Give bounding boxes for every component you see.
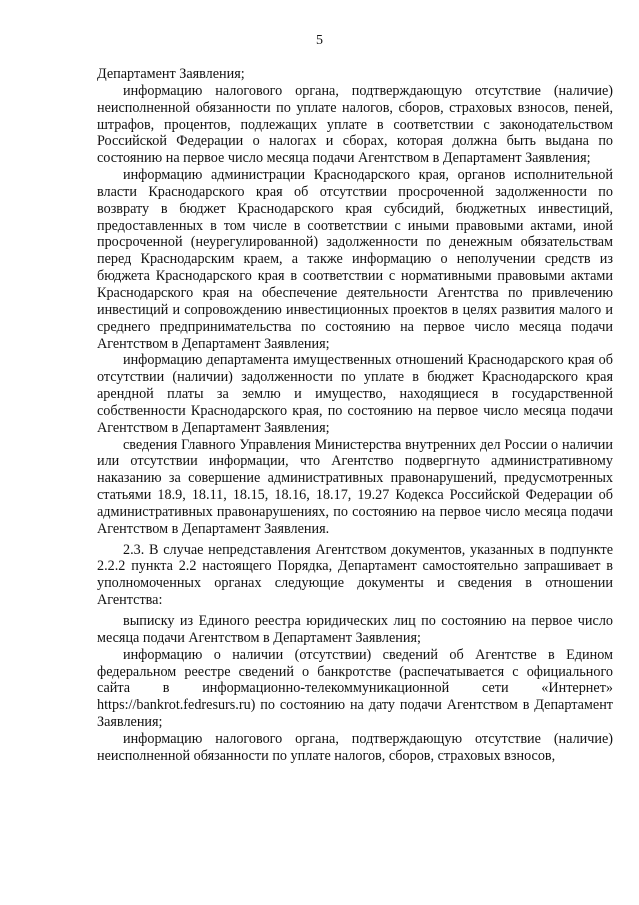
paragraph-bankruptcy-registry-info: информацию о наличии (отсутствии) сведений об Агентстве в Едином федеральном реестре сведений о банкротстве (распечатывается с официального сайта в информационно-телекоммуникационной сети «Интернет» https://bankrot.fedresurs.ru) по состоянию на дату подачи Агентством в Департамент Заявления;	[97, 646, 613, 731]
paragraph-continuation: Департамент Заявления;	[97, 66, 245, 82]
page-number: 5	[316, 33, 323, 48]
paragraph-tax-authority-info: информацию налогового органа, подтверждающую отсутствие (наличие) неисполненной обязанности по уплате налогов, сборов, страховых взносов, пеней, штрафов, процентов, подлежащих уплате в соответствии с законодательством Российской Федерации о налогах и сборах, которая должна быть выдана по состоянию на первое число месяца подачи Агентством в Департамент Заявления;	[97, 82, 613, 167]
paragraph-property-department-info: информацию департамента имущественных отношений Краснодарского края об отсутствии (наличии) задолженности по уплате в бюджет Краснодарского края арендной платы за землю и имущество, находящиеся в государственной собственности Краснодарского края, по состоянию на первое число месяца подачи Агентством в Департамент Заявления;	[97, 352, 613, 436]
document-body	[97, 66, 613, 765]
paragraph-administration-info: информацию администрации Краснодарского края, органов исполнительной власти Краснодарского края об отсутствии просроченной задолженности по возврату в бюджет Краснодарского края субсидий, бюджетных инвестиций, предоставленных в том числе в соответствии с иными правовыми актами, иной просроченной (неурегулированной) задолженности по денежным обязательствам перед Краснодарским краем, а также информацию о неполучении средств из бюджета Краснодарского края в соответствии с нормативными правовыми актами Краснодарского края на обеспечение деятельности Агентства по привлечению инвестиций и сопровождению инвестиционных проектов в целях развития малого и среднего предпринимательства по состоянию на первое число месяца подачи Агентством в Департамент Заявления;	[97, 167, 613, 352]
paragraph-legal-entities-extract: выписку из Единого реестра юридических лиц по состоянию на первое число месяца подачи Агентством в Департамент Заявления;	[97, 613, 613, 646]
paragraph-clause-2-3: 2.3. В случае непредставления Агентством документов, указанных в подпункте 2.2.2 пункта 2.2 настоящего Порядка, Департамент самостоятельно запрашивает в уполномоченных органах следующие документы и сведения в отношении Агентства:	[97, 541, 613, 609]
paragraph-tax-authority-info-2: информацию налогового органа, подтверждающую отсутствие (наличие) неисполненной обязанности по уплате налогов, сборов, страховых взносов,	[97, 730, 613, 764]
paragraph-interior-ministry-info: сведения Главного Управления Министерства внутренних дел России о наличии или отсутствии информации, что Агентство подвергнуто административному наказанию за совершение административных правонарушений, предусмотренных статьями 18.9, 18.11, 18.15, 18.16, 18.17, 19.27 Кодекса Российской Федерации об административных правонарушениях, по состоянию на первое число месяца подачи Агентством в Департамент Заявления.	[97, 436, 613, 537]
